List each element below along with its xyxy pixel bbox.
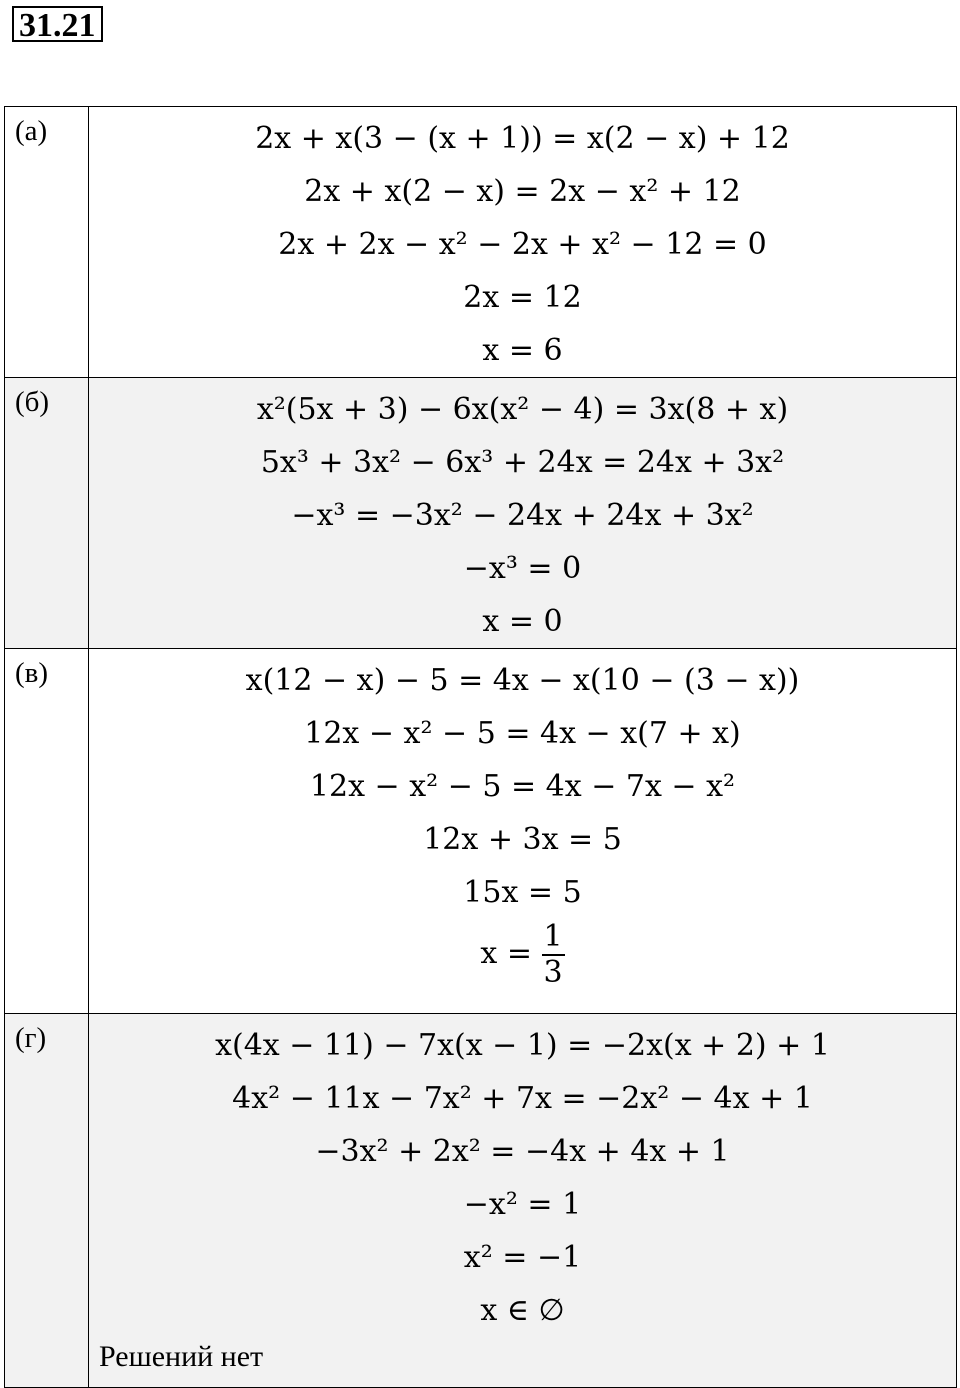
equation-step: −x³ = −3x² − 24x + 24x + 3x²	[291, 498, 754, 533]
equation-step: 12x − x² − 5 = 4x − x(7 + x)	[304, 716, 741, 751]
equation-step: 5x³ + 3x² − 6x³ + 24x = 24x + 3x²	[260, 445, 785, 480]
equation-step: 2x = 12	[463, 280, 582, 315]
equation-step: −x² = 1	[463, 1187, 582, 1222]
equation-step: x ∈ ∅	[480, 1293, 565, 1328]
equation-step: −x³ = 0	[463, 551, 582, 586]
equation-step: 2x + x(2 − x) = 2x − x² + 12	[304, 174, 741, 209]
equation-step: 2x + x(3 − (x + 1)) = x(2 − x) + 12	[255, 121, 790, 156]
equation-step: x² = −1	[463, 1240, 582, 1275]
problem-number: 31.21	[12, 6, 103, 42]
part-row-a	[5, 107, 957, 378]
equation-step: x(12 − x) − 5 = 4x − x(10 − (3 − x))	[245, 663, 800, 698]
part-row-b	[5, 378, 957, 649]
solution-steps	[89, 1014, 956, 1377]
equation-step: 4x² − 11x − 7x² + 7x = −2x² − 4x + 1	[232, 1081, 813, 1116]
final-answer	[89, 919, 956, 989]
solution-table	[4, 106, 957, 1388]
part-row-v	[5, 649, 957, 1014]
part-row-g	[5, 1014, 957, 1388]
solution-steps	[89, 378, 956, 648]
equation-step: x = 6	[482, 333, 563, 368]
equation-step: 12x + 3x = 5	[423, 822, 622, 857]
answer-lhs: x =	[480, 936, 532, 971]
part-label: (в)	[15, 657, 49, 689]
solution-steps	[89, 107, 956, 377]
no-solution-note: Решений нет	[99, 1340, 264, 1373]
equation-step: 15x = 5	[463, 875, 582, 910]
solution-steps	[89, 649, 956, 989]
equation-step: 2x + 2x − x² − 2x + x² − 12 = 0	[278, 227, 767, 262]
equation-step: −3x² + 2x² = −4x + 4x + 1	[315, 1134, 730, 1169]
fraction-numerator: 1	[543, 919, 563, 954]
equation-step: x = 0	[482, 604, 563, 639]
equation-step: x²(5x + 3) − 6x(x² − 4) = 3x(8 + x)	[256, 392, 789, 427]
equation-step: 12x − x² − 5 = 4x − 7x − x²	[309, 769, 736, 804]
fraction-denominator: 3	[543, 955, 563, 990]
part-label: (г)	[15, 1022, 47, 1054]
part-label: (б)	[15, 386, 50, 418]
part-label: (а)	[15, 115, 48, 147]
equation-step: x(4x − 11) − 7x(x − 1) = −2x(x + 2) + 1	[215, 1028, 830, 1063]
fraction	[542, 919, 565, 990]
